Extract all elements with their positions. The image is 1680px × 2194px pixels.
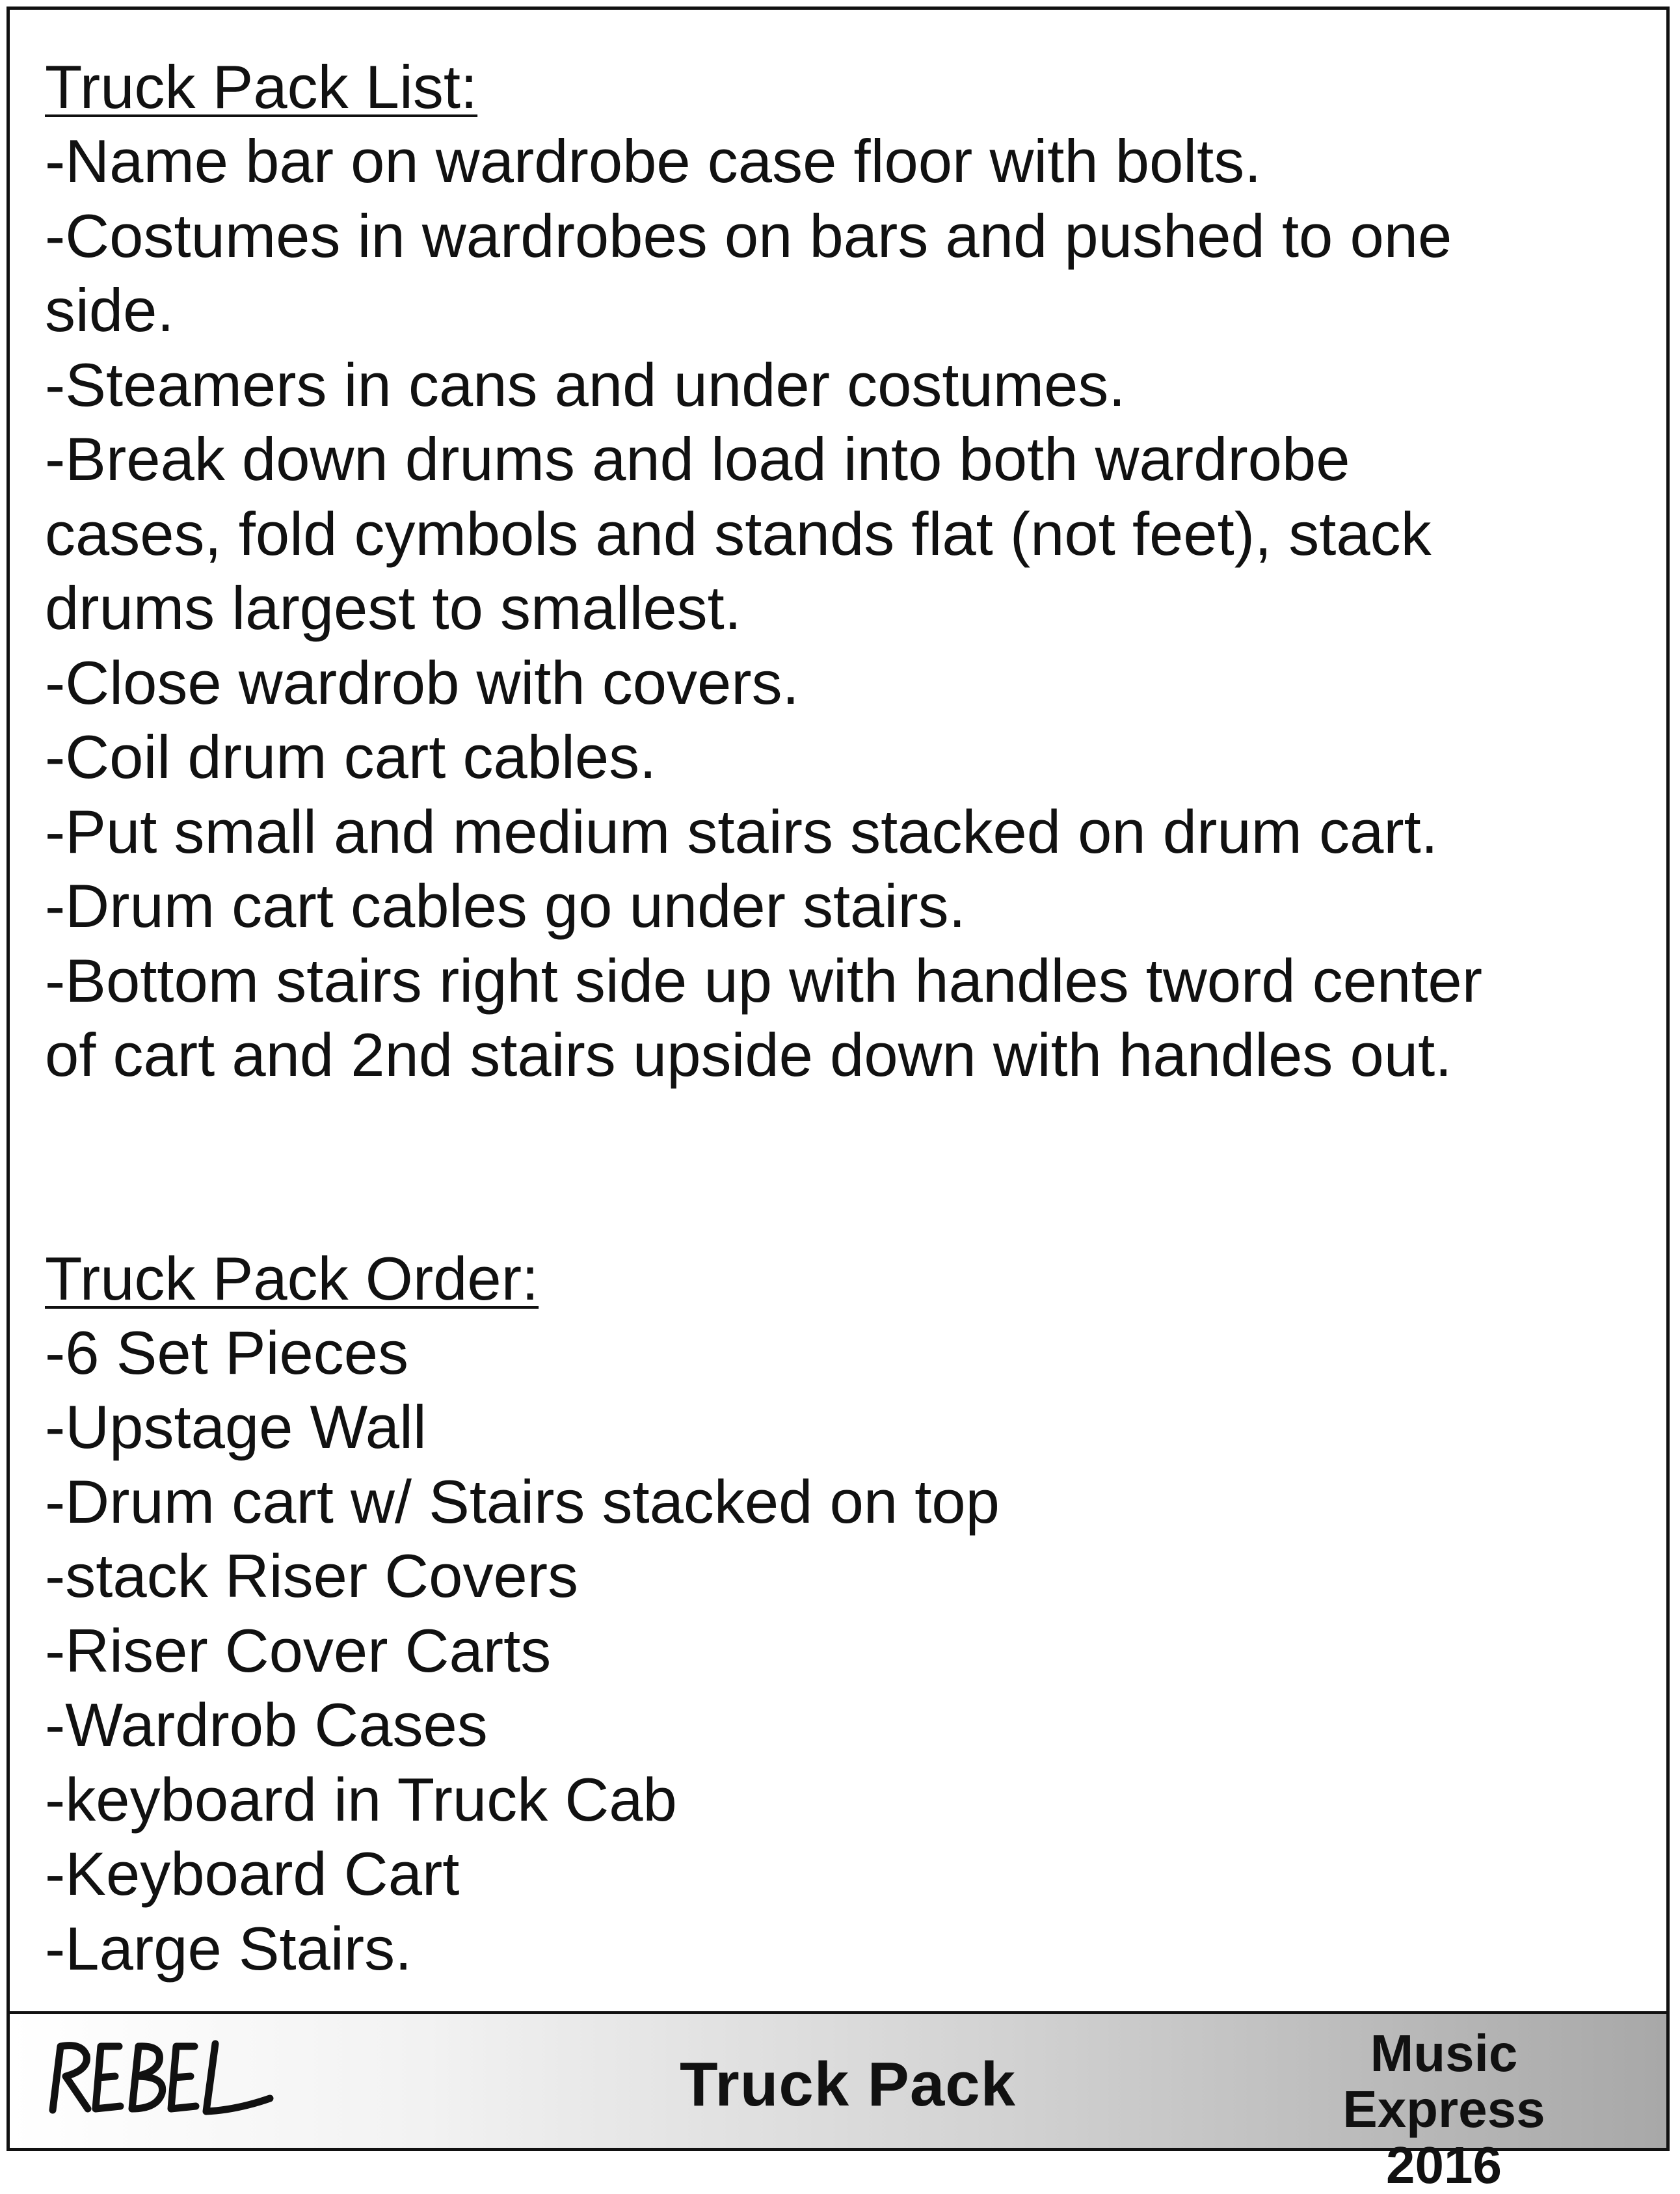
list-item: -stack Riser Covers [45,1542,579,1610]
list-item: side. [45,276,174,344]
list-item: -Upstage Wall [45,1393,427,1461]
truck-pack-order-heading: Truck Pack Order: [45,1244,539,1313]
event-year: 2016 [1386,2136,1502,2194]
footer-divider [10,2011,1666,2014]
list-item: -keyboard in Truck Cab [45,1765,677,1834]
list-item: -Break down drums and load into both wardrobe [45,425,1350,493]
truck-pack-order-list [45,1316,1638,1987]
footer-event [1262,2026,1626,2193]
page-frame [7,7,1670,2194]
list-item: -Close wardrob with covers. [45,648,799,717]
section-spacer [45,1093,1638,1242]
list-item: drums largest to smallest. [45,574,741,642]
list-item: cases, fold cymbols and stands flat (not feet), stack [45,499,1432,568]
document-body [45,50,1638,1986]
list-item: -Wardrob Cases [45,1691,488,1759]
list-item: -Coil drum cart cables. [45,723,657,791]
truck-pack-list [45,124,1638,1093]
list-item: -Keyboard Cart [45,1839,460,1908]
truck-pack-list-heading: Truck Pack List: [45,53,478,121]
list-item: -Drum cart w/ Stairs stacked on top [45,1467,1000,1536]
list-item: of cart and 2nd stairs upside down with handles out. [45,1021,1452,1089]
footer-bar [10,2011,1666,2194]
list-item: -Large Stairs. [45,1914,412,1983]
event-name: Music Express [1342,2024,1545,2138]
list-item: -Steamers in cans and under costumes. [45,350,1126,419]
list-item: -Bottom stairs right side up with handles tword center [45,946,1483,1015]
rebel-logo [41,2027,282,2124]
footer-title: Truck Pack [680,2050,1016,2119]
list-item: -Riser Cover Carts [45,1616,552,1685]
list-item: -Costumes in wardrobes on bars and pushed to one [45,201,1452,270]
list-item: -Name bar on wardrobe case floor with bolts. [45,127,1262,195]
list-item: -Drum cart cables go under stairs. [45,872,966,940]
list-item: -Put small and medium stairs stacked on drum cart. [45,797,1438,866]
list-item: -6 Set Pieces [45,1318,409,1387]
